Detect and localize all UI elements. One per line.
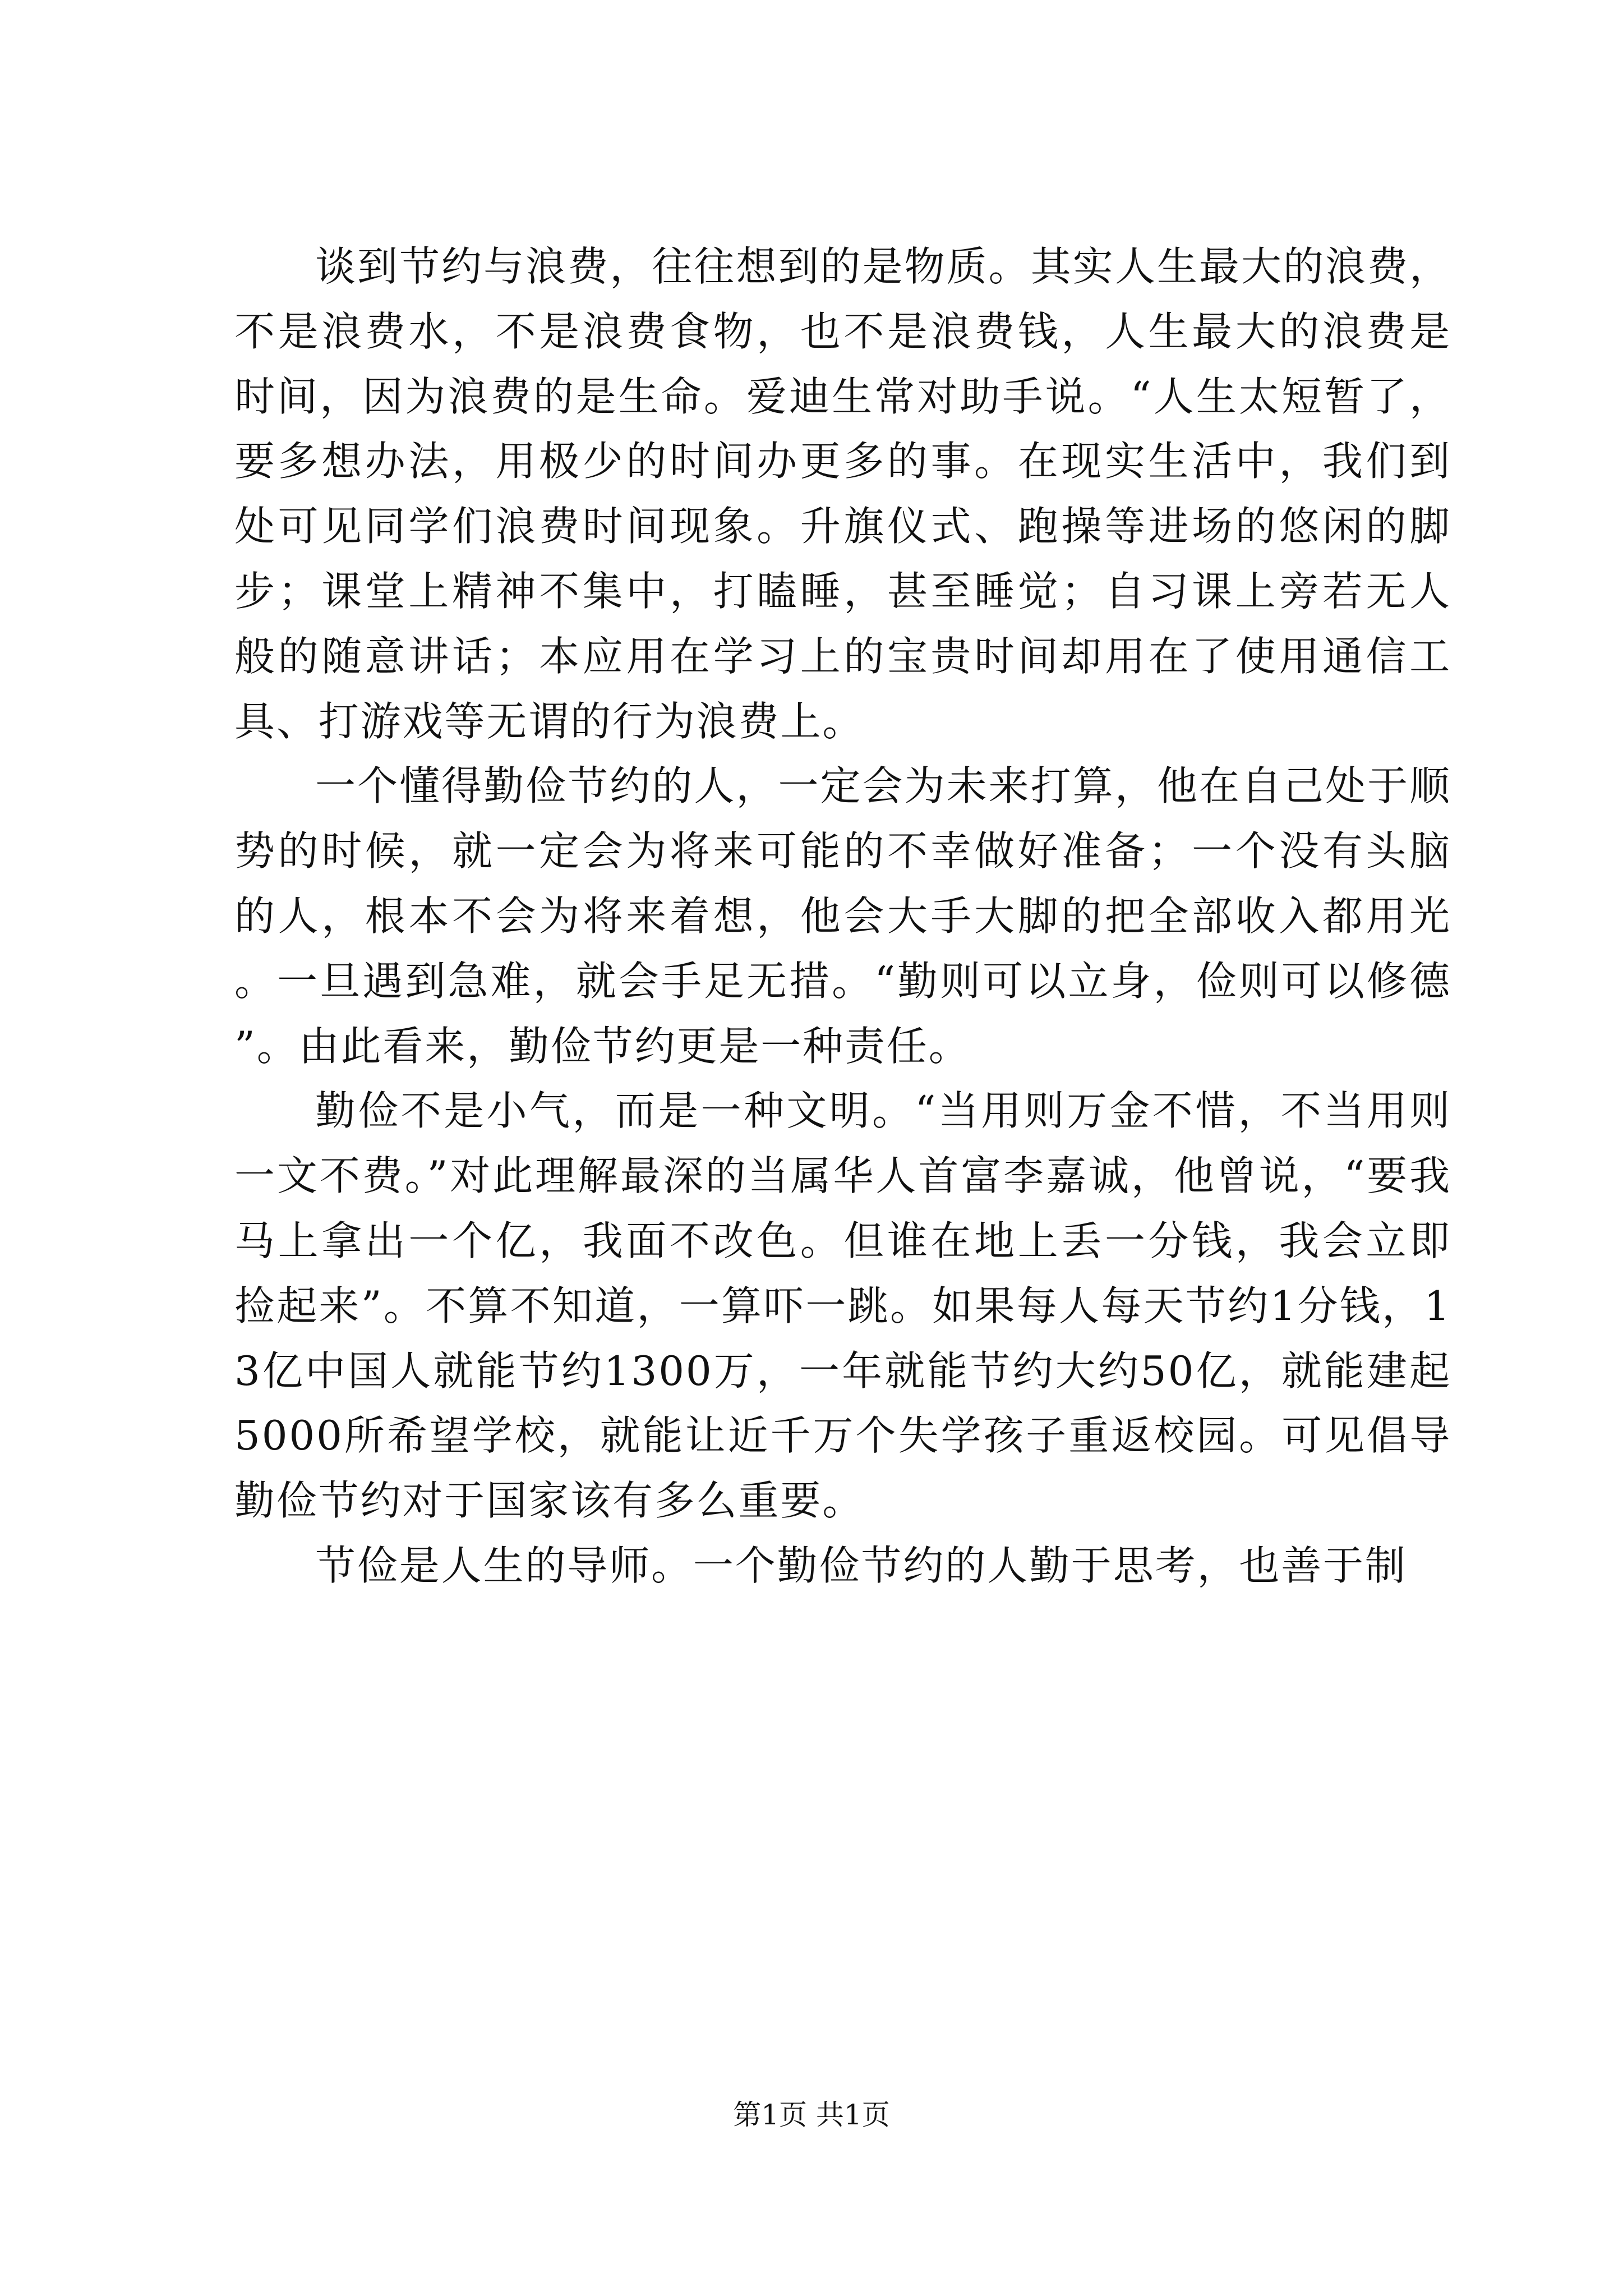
document-body bbox=[234, 234, 1451, 1599]
paragraph-3: 勤俭不是小气，而是一种文明。“当用则万金不惜，不当用则一文不费。”对此理解最深的当属华人首富李嘉诚，他曾说，“要我马上拿出一个亿，我面不改色。但谁在地上丢一分钱，我会立即捡起来”。不算不知道，一算吓一跳。如果每人每天节约1分钱，13亿中国人就能节约1300万，一年就能节约大约50亿，就能建起5000所希望学校，就能让近千万个失学孩子重返校园。可见倡导勤俭节约对于国家该有多么重要。 bbox=[234, 1087, 1451, 1525]
page-footer bbox=[0, 2098, 1623, 2132]
page-number-label: 第1页 共1页 bbox=[733, 2099, 890, 2131]
paragraph-4: 节俭是人生的导师。一个勤俭节约的人勤于思考，也善于制 bbox=[315, 1542, 1407, 1589]
paragraph-1: 谈到节约与浪费，往往想到的是物质。其实人生最大的浪费，不是浪费水，不是浪费食物，也不是浪费钱，人生最大的浪费是时间，因为浪费的是生命。爱迪生常对助手说。“人生太短暂了，要多想办法，用极少的时间办更多的事。在现实生活中，我们到处可见同学们浪费时间现象。升旗仪式、跑操等进场的悠闲的脚步；课堂上精神不集中，打瞌睡，甚至睡觉；自习课上旁若无人般的随意讲话；本应用在学习上的宝贵时间却用在了使用通信工具、打游戏等无谓的行为浪费上。 bbox=[234, 243, 1451, 745]
paragraph-2: 一个懂得勤俭节约的人，一定会为未来打算，他在自己处于顺势的时候，就一定会为将来可能的不幸做好准备；一个没有头脑的人，根本不会为将来着想，他会大手大脚的把全部收入都用光。一旦遇到急难，就会手足无措。“勤则可以立身，俭则可以修德”。由此看来，勤俭节约更是一种责任。 bbox=[234, 762, 1451, 1070]
